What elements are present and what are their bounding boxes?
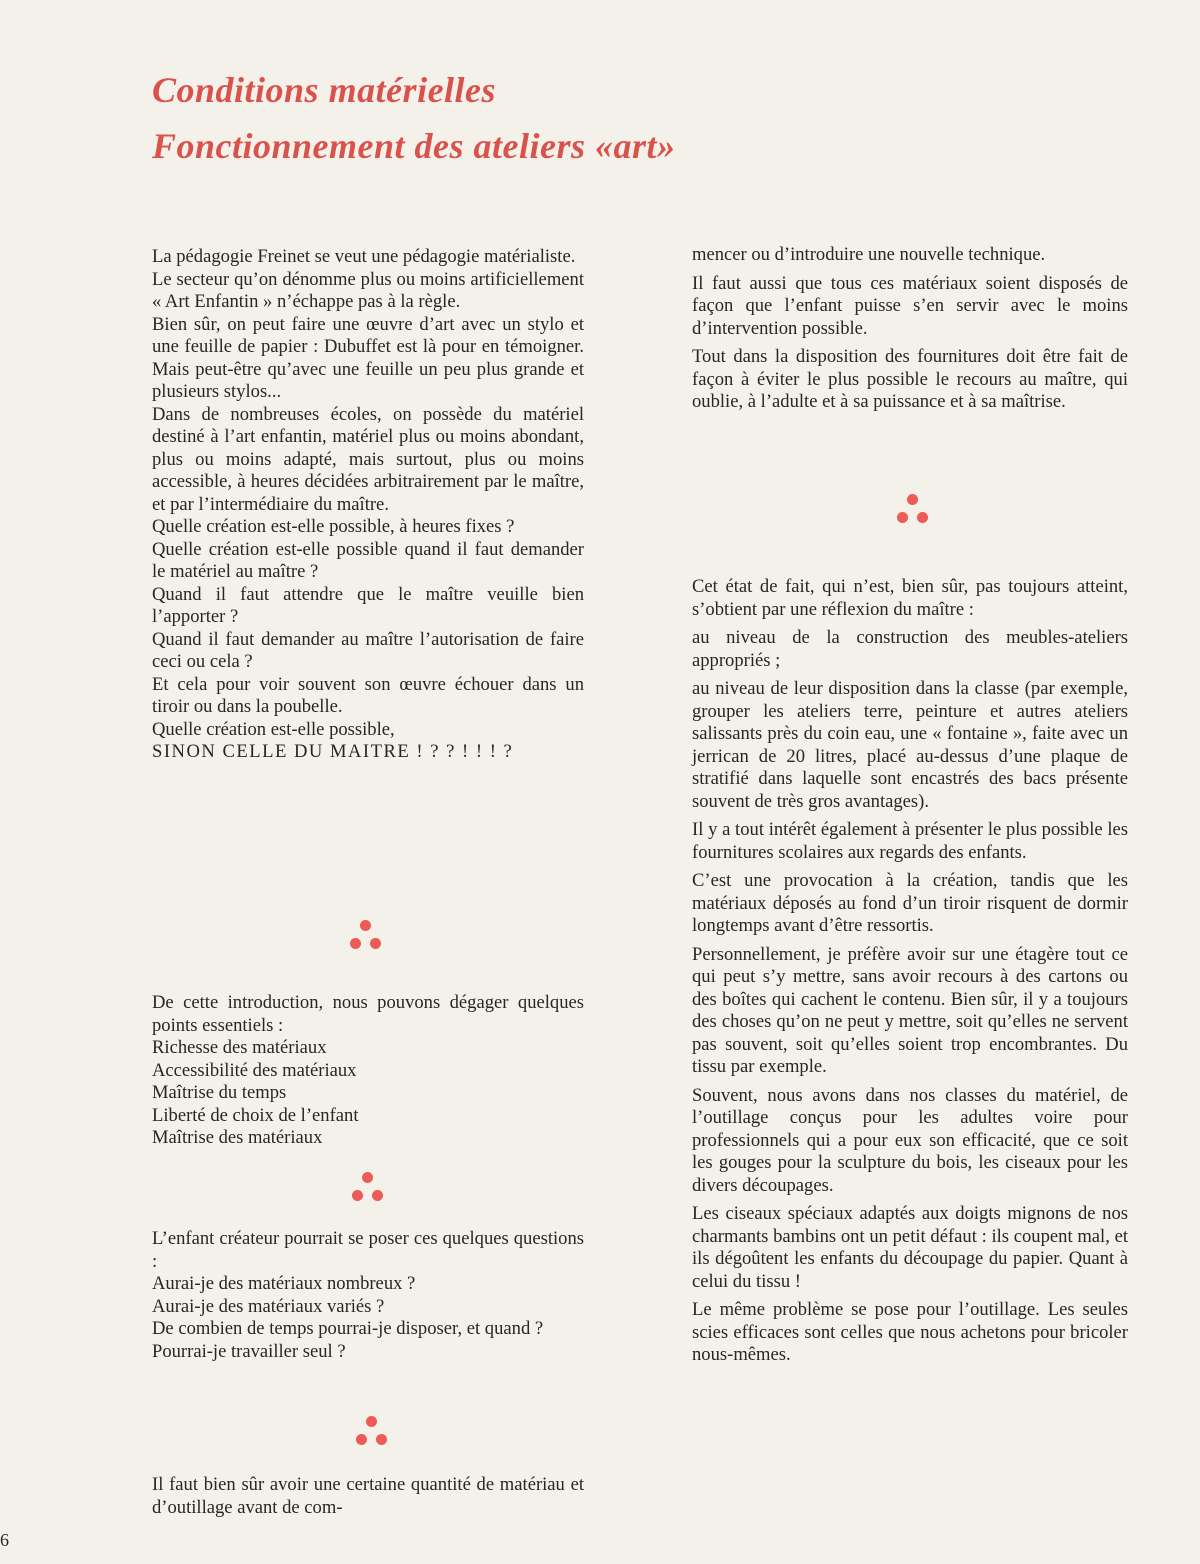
paragraph: au niveau de la construction des meubles-ateliers appropriés ; <box>692 627 1128 671</box>
paragraph: Quand il faut attendre que le maître veuille bien l’apporter ? <box>152 583 584 627</box>
dot <box>897 512 908 523</box>
dot <box>366 1416 377 1427</box>
ornament-dots <box>893 494 933 530</box>
paragraph: Quelle création est-elle possible quand il faut demander le matériel au maître ? <box>152 538 584 582</box>
title-line-2: Fonctionnement des ateliers «art» <box>152 126 676 166</box>
list-item: Richesse des matériaux <box>152 1037 327 1058</box>
paragraph: Souvent, nous avons dans nos classes du matériel, de l’outillage conçus pour les adultes voire pour professionnels qui a pour eux son efficacité, que ce soit les gouges pour la sculpture du bois, les ciseaux pour les divers découpages. <box>692 1084 1128 1196</box>
paragraph: Dans de nombreuses écoles, on possède du matériel destiné à l’art enfantin, matériel plus ou moins abondant, plus ou moins adapté, mais surtout, plus ou moins accessible, à heures décidées arbitrairement par le maître, et par l’intermédiaire du maître. <box>152 403 584 515</box>
shout-line: SINON CELLE DU MAITRE ! ? ? ! ! ! ? <box>152 741 514 762</box>
left-block-1 <box>152 246 584 764</box>
paragraph: C’est une provocation à la création, tandis que les matériaux déposés au fond d’un tiroir risquent de dormir longtemps avant d’être ressortis. <box>692 870 1128 936</box>
dot <box>360 920 371 931</box>
paragraph: Bien sûr, on peut faire une œuvre d’art avec un stylo et une feuille de papier : Dubuffet est là pour en témoigner. Mais peut-être qu’avec une feuille un peu plus grande et plusieurs stylos... <box>152 313 584 402</box>
list-item: Aurai-je des matériaux nombreux ? <box>152 1273 416 1294</box>
dot <box>917 512 928 523</box>
list-item: Aurai-je des matériaux variés ? <box>152 1295 385 1317</box>
paragraph: au niveau de leur disposition dans la classe (par exemple, grouper les ateliers terre, peinture et autres ateliers salissants près du coin eau, une « fontaine », faite avec un jerrican de 20 litres, placé au-dessus d’une plaque de stratifié dans laquelle sont encastrés des bacs présente souvent de très gros avantages). <box>692 678 1128 812</box>
paragraph: Quand il faut demander au maître l’autorisation de faire ceci ou cela ? <box>152 628 584 672</box>
questions-list <box>152 1273 584 1363</box>
paragraph: Les ciseaux spéciaux adaptés aux doigts mignons de nos charmants bambins ont un petit défaut : ils coupent mal, et ils dégoûtent les enfants du découpage du papier. Quant à celui du tissu ! <box>692 1203 1128 1292</box>
paragraph: Le même problème se pose pour l’outillage. Les seules scies efficaces sont celles que nous achetons pour bricoler nous-mêmes. <box>692 1299 1128 1365</box>
paragraph: Quelle création est-elle possible, <box>152 718 395 740</box>
paragraph: Personnellement, je préfère avoir sur une étagère tout ce qui peut s’y mettre, sans avoir recours à des cartons ou des boîtes qui cachent le contenu. Bien sûr, il y a toujours des choses qu’on ne peut y mettre, soit qu’elles ne servent pas souvent, soit qu’elles soient trop encombrantes. Du tissu par exemple. <box>692 943 1128 1077</box>
list-item: Accessibilité des matériaux <box>152 1059 357 1081</box>
paragraph: Le secteur qu’on dénomme plus ou moins artificiellement « Art Enfantin » n’échappe pas à la règle. <box>152 268 584 312</box>
list-item: Maîtrise des matériaux <box>152 1127 323 1148</box>
left-block-2 <box>152 992 584 1150</box>
dot <box>362 1172 373 1183</box>
paragraph: Et cela pour voir souvent son œuvre échouer dans un tiroir ou dans la poubelle. <box>152 673 584 717</box>
list-item: Pourrai-je travailler seul ? <box>152 1340 346 1362</box>
paragraph: La pédagogie Freinet se veut une pédagogie matérialiste. <box>152 246 576 267</box>
left-block-3 <box>152 1228 584 1363</box>
paragraph: mencer ou d’introduire une nouvelle technique. <box>692 244 1046 265</box>
page-number: 6 <box>0 1530 9 1550</box>
list-item: Maîtrise du temps <box>152 1082 287 1103</box>
paragraph: De cette introduction, nous pouvons dégager quelques points essentiels : <box>152 992 584 1036</box>
points-list <box>152 1037 584 1150</box>
right-block-1 <box>692 244 1128 414</box>
dot <box>372 1190 383 1201</box>
paragraph: L’enfant créateur pourrait se poser ces quelques questions : <box>152 1228 584 1272</box>
dot <box>352 1190 363 1201</box>
ornament-dots <box>352 1416 392 1452</box>
paragraph: Il faut bien sûr avoir une certaine quantité de matériau et d’outillage avant de com- <box>152 1474 584 1518</box>
list-item: De combien de temps pourrai-je disposer, et quand ? <box>152 1318 544 1339</box>
paragraph: Quelle création est-elle possible, à heures fixes ? <box>152 516 515 537</box>
dot <box>350 938 361 949</box>
left-block-4 <box>152 1474 584 1519</box>
dot <box>370 938 381 949</box>
paragraph: Il y a tout intérêt également à présenter le plus possible les fournitures scolaires aux regards des enfants. <box>692 819 1128 863</box>
ornament-dots <box>346 920 386 956</box>
paragraph: Il faut aussi que tous ces matériaux soient disposés de façon que l’enfant puisse s’en servir avec le moins d’intervention possible. <box>692 272 1128 339</box>
list-item: Liberté de choix de l’enfant <box>152 1104 359 1126</box>
dot <box>376 1434 387 1445</box>
ornament-dots <box>348 1172 388 1208</box>
paragraph: Tout dans la disposition des fournitures doit être fait de façon à éviter le plus possible le recours au maître, qui oublie, à l’adulte et à sa puissance et à sa maîtrise. <box>692 346 1128 412</box>
dot <box>356 1434 367 1445</box>
dot <box>907 494 918 505</box>
title-line-1: Conditions matérielles <box>152 70 497 110</box>
page-title <box>152 62 676 174</box>
paragraph: Cet état de fait, qui n’est, bien sûr, pas toujours atteint, s’obtient par une réflexion du maître : <box>692 576 1128 620</box>
right-block-2 <box>692 576 1128 1367</box>
